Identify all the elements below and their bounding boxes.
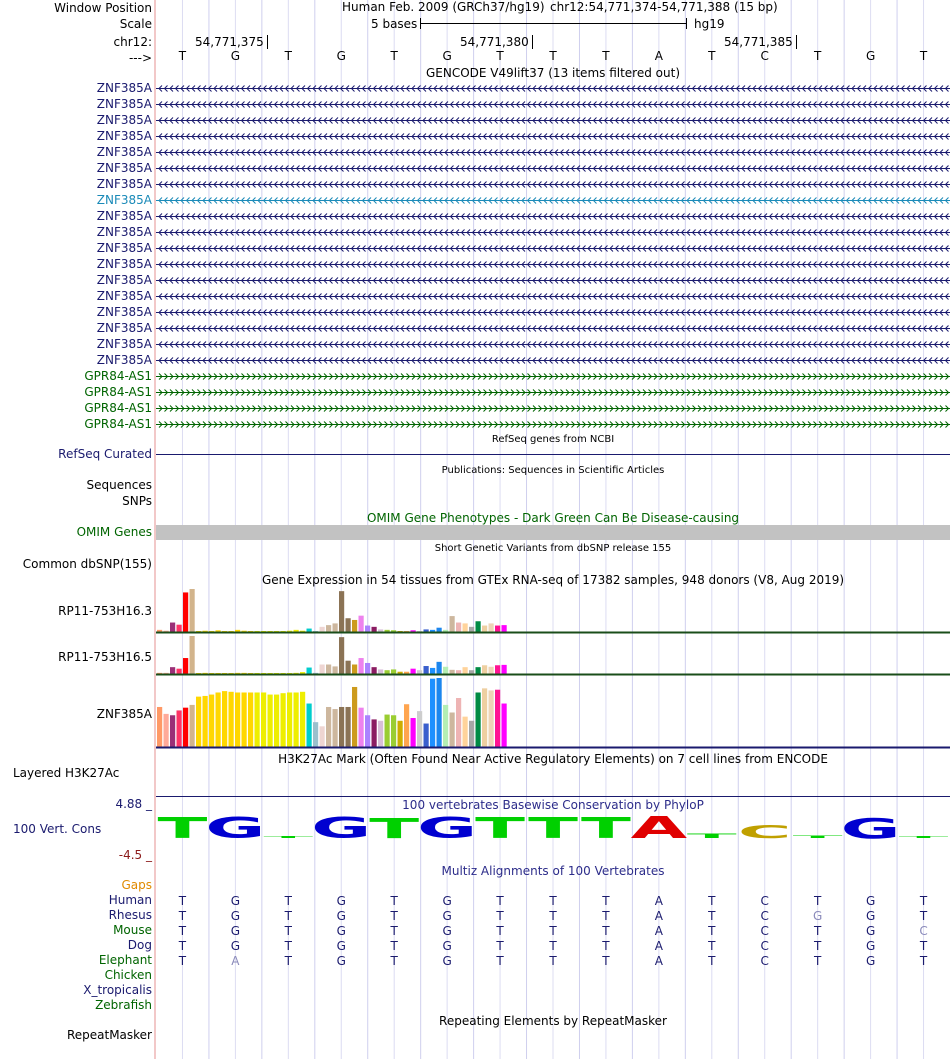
gtex-bar [346, 661, 351, 674]
window-position-label: Window Position [54, 1, 152, 15]
alignment-base: T [284, 909, 292, 923]
gtex-bar [424, 724, 429, 747]
gencode-item-label[interactable]: GPR84-AS1 [84, 401, 152, 415]
gtex-bar [489, 667, 494, 674]
alignment-base: T [496, 939, 504, 953]
phylop-base-glyph: C [737, 821, 792, 843]
gtex-bar [476, 667, 481, 674]
sequences-track-label[interactable]: Sequences [86, 478, 152, 492]
position-text: chr12:54,771,374-54,771,388 (15 bp) [550, 0, 778, 14]
alignment-base: T [602, 924, 610, 938]
species-label[interactable]: Rhesus [108, 908, 152, 922]
alignment-base: T [708, 924, 716, 938]
track-image[interactable] [156, 0, 950, 1059]
phylop-base-glyph: G [311, 812, 372, 846]
gtex-bar [333, 623, 338, 632]
gtex-bar [177, 625, 182, 632]
alignment-base: C [760, 939, 769, 953]
alignment-base: G [230, 939, 241, 953]
phylop-base-glyph: G [840, 813, 901, 845]
alignment-base: G [230, 909, 241, 923]
gtex-bar [352, 665, 357, 675]
gtex-bar [372, 667, 377, 674]
gtex-bar [495, 626, 500, 632]
gtex-bar [170, 715, 175, 747]
alignment-base: T [549, 954, 557, 968]
gencode-item-label[interactable]: ZNF385A [96, 257, 152, 271]
gtex-bar [274, 695, 279, 747]
gtex-bar [307, 629, 312, 632]
h3k27ac-track-title: H3K27Ac Mark (Often Found Near Active Regulatory Elements) on 7 cell lines from ENCODE [278, 752, 828, 766]
base-letter: T [496, 49, 504, 63]
gtex-bar [372, 627, 377, 632]
gtex-bar [502, 704, 507, 747]
ruler-position-2: 54,771,380 [460, 35, 533, 49]
gtex-bar [242, 692, 247, 747]
gtex-bar [320, 726, 325, 747]
phylop-track[interactable] [156, 795, 950, 865]
base-letter: T [178, 49, 187, 63]
gtex-bar [170, 667, 175, 674]
gtex-bar [229, 692, 234, 747]
phylop-base-glyph: T [792, 834, 843, 839]
alignment-base: G [442, 909, 452, 923]
alignment-base: T [390, 894, 398, 908]
alignment-base: C [919, 924, 928, 938]
gtex-bar [287, 692, 292, 747]
gtex-bar [359, 616, 364, 632]
alignment-base: T [919, 954, 928, 968]
gtex-bar [437, 662, 442, 674]
refseq-track-label[interactable]: RefSeq Curated [58, 447, 152, 461]
gtex-bar [469, 670, 474, 674]
species-label[interactable]: Gaps [121, 878, 152, 892]
gencode-track-title: GENCODE V49lift37 (13 items filtered out) [425, 66, 680, 80]
alignment-base: A [654, 894, 663, 908]
gtex-bar [456, 670, 461, 674]
gencode-item-label[interactable]: ZNF385A [96, 273, 152, 287]
base-letter: T [708, 49, 716, 63]
gencode-item-label[interactable]: ZNF385A [96, 225, 152, 239]
gtex-bar [482, 688, 487, 747]
alignment-base: T [708, 909, 716, 923]
alignment-base: T [178, 909, 187, 923]
alignment-base: T [919, 894, 928, 908]
dbsnp-track-title: Short Genetic Variants from dbSNP release 155 [434, 543, 672, 554]
gtex-bar [248, 692, 253, 747]
gencode-item-label[interactable]: ZNF385A [96, 209, 152, 223]
gencode-item-label[interactable]: ZNF385A [96, 161, 152, 175]
alignment-base: T [178, 924, 187, 938]
assembly-text: Human Feb. 2009 (GRCh37/hg19) [342, 0, 545, 14]
gtex-bar [385, 670, 390, 674]
phylop-track-label[interactable]: 100 Vert. Cons [13, 822, 102, 836]
gtex-bar [346, 618, 351, 632]
gtex-bar [463, 623, 468, 632]
omim-track-title: OMIM Gene Phenotypes - Dark Green Can Be Disease-causing [366, 511, 740, 525]
alignment-base: G [230, 924, 241, 938]
base-letter: T [919, 49, 928, 63]
alignment-base: T [496, 954, 504, 968]
base-letter: T [284, 49, 292, 63]
alignment-base: T [549, 894, 557, 908]
gtex-bar [261, 692, 266, 747]
gencode-item-label[interactable]: ZNF385A [96, 81, 152, 95]
gtex-bar [164, 714, 169, 747]
gtex-bar [339, 707, 344, 747]
gtex-bar [482, 665, 487, 674]
gtex-row-label-1[interactable]: RP11-753H16.3 [58, 604, 152, 618]
alignment-base: T [284, 924, 292, 938]
alignment-base: T [602, 894, 610, 908]
gencode-item-label[interactable]: ZNF385A [96, 113, 152, 127]
alignment-base: T [549, 909, 557, 923]
gencode-item-label[interactable]: ZNF385A [96, 145, 152, 159]
gtex-bar [235, 692, 240, 747]
track-label-column [0, 0, 154, 1059]
alignment-base: G [865, 894, 876, 908]
alignment-base: T [390, 939, 398, 953]
species-label[interactable]: Elephant [98, 953, 152, 967]
gtex-bar [437, 628, 442, 632]
phylop-track-title: 100 vertebrates Basewise Conservation by PhyloP [402, 798, 704, 812]
phylop-base-glyph: T [157, 811, 208, 846]
gencode-item-label[interactable]: ZNF385A [96, 193, 152, 207]
scale-bar [420, 18, 687, 29]
omim-track-bar[interactable] [156, 525, 950, 540]
alignment-base: T [284, 939, 292, 953]
gtex-bar [352, 687, 357, 747]
alignment-base: C [760, 909, 769, 923]
gtex-bar [307, 668, 312, 674]
alignment-base: G [336, 939, 346, 953]
gtex-bar [281, 693, 286, 747]
species-label[interactable]: Mouse [113, 923, 152, 937]
alignment-base: T [178, 954, 187, 968]
gtex-bar [469, 627, 474, 632]
gtex-bar [430, 668, 435, 674]
base-letter: G [230, 49, 241, 63]
phylop-base-glyph: A [630, 810, 688, 846]
phylop-max-label: 4.88 _ [115, 797, 152, 811]
gtex-bar [300, 692, 305, 747]
alignment-base: G [865, 909, 876, 923]
alignment-base: C [760, 924, 769, 938]
gtex-bar [385, 715, 390, 747]
base-letter: T [813, 49, 822, 63]
gtex-bar [183, 592, 188, 632]
gencode-item-label[interactable]: ZNF385A [96, 305, 152, 319]
alignment-base: G [336, 924, 346, 938]
gencode-item-label[interactable]: GPR84-AS1 [84, 369, 152, 383]
phylop-base-glyph: T [369, 813, 420, 845]
gtex-bar [190, 705, 195, 747]
gtex-bar [456, 623, 461, 632]
alignment-base: T [496, 894, 504, 908]
scale-text: 5 bases [371, 17, 418, 31]
gencode-track[interactable] [156, 80, 950, 432]
gtex-bar [378, 721, 383, 747]
gtex-bar [476, 621, 481, 632]
alignment-base: G [865, 924, 876, 938]
alignment-base: T [602, 954, 610, 968]
gencode-item-label[interactable]: ZNF385A [96, 241, 152, 255]
alignment-base: A [654, 954, 663, 968]
gtex-bar [391, 715, 396, 747]
alignment-base: T [813, 894, 822, 908]
gtex-bar [183, 658, 188, 674]
gtex-bar [482, 626, 487, 632]
alignment-base: T [496, 909, 504, 923]
omim-track-label[interactable]: OMIM Genes [76, 525, 152, 539]
base-letter: T [549, 49, 557, 63]
alignment-base: T [708, 954, 716, 968]
gtex-bar [378, 669, 383, 674]
alignment-base: G [442, 939, 452, 953]
alignment-base: C [760, 894, 769, 908]
gtex-bar [463, 717, 468, 747]
alignment-base: T [390, 924, 398, 938]
strand-label: ---> [128, 51, 152, 65]
snps-track-label[interactable]: SNPs [122, 494, 152, 508]
gtex-bar [502, 665, 507, 674]
gtex-bar [294, 692, 299, 747]
gtex-bar [365, 626, 370, 632]
alignment-base: T [284, 894, 292, 908]
gtex-bar [469, 721, 474, 747]
ruler-position-3: 54,771,385 [724, 35, 797, 49]
alignment-base: G [336, 954, 346, 968]
gtex-bar [450, 616, 455, 632]
gtex-bar [216, 692, 221, 747]
alignment-base: G [442, 924, 452, 938]
alignment-base: G [865, 939, 876, 953]
gtex-bar [476, 692, 481, 747]
gtex-bar [203, 696, 208, 747]
repeatmasker-track-title: Repeating Elements by RepeatMasker [439, 1014, 667, 1028]
alignment-base: G [336, 894, 346, 908]
gtex-bar [222, 691, 227, 747]
alignment-base: T [549, 939, 557, 953]
gtex-bar [333, 666, 338, 674]
gtex-bar [495, 690, 500, 747]
gtex-bar [359, 708, 364, 747]
species-label[interactable]: Zebrafish [95, 998, 152, 1012]
gtex-bar [339, 637, 344, 674]
gtex-bar [190, 589, 195, 632]
alignment-base: T [813, 939, 822, 953]
gtex-bar [157, 707, 162, 747]
phylop-base-glyph: T [581, 812, 631, 846]
multiz-track-title: Multiz Alignments of 100 Vertebrates [441, 864, 665, 878]
alignment-base: T [178, 939, 187, 953]
gtex-bar [411, 718, 416, 747]
gtex-bar [196, 697, 201, 747]
alignment-base: T [390, 954, 398, 968]
gtex-bar [320, 627, 325, 632]
gencode-item-label[interactable]: ZNF385A [96, 353, 152, 367]
alignment-base: G [865, 954, 876, 968]
base-letter: G [336, 49, 346, 63]
base-letter: A [654, 49, 663, 63]
gtex-bar [372, 719, 377, 747]
gtex-bar [365, 663, 370, 674]
gtex-track-title: Gene Expression in 54 tissues from GTEx RNA-seq of 17382 samples, 948 donors (V8, Aug 2019) [261, 573, 845, 587]
phylop-base-glyph: T [263, 835, 314, 839]
phylop-base-glyph: T [475, 811, 525, 846]
phylop-base-glyph: T [898, 835, 949, 839]
base-letter: C [760, 49, 769, 63]
repeatmasker-track-label[interactable]: RepeatMasker [66, 1028, 152, 1042]
ruler-position-1: 54,771,375 [195, 35, 268, 49]
gencode-item-label[interactable]: ZNF385A [96, 321, 152, 335]
gtex-bar [450, 713, 455, 748]
alignment-base: T [284, 954, 292, 968]
species-label[interactable]: Dog [127, 938, 152, 952]
gtex-bar [307, 704, 312, 747]
base-letter: T [602, 49, 610, 63]
species-label[interactable]: Chicken [104, 968, 152, 982]
alignment-base: G [336, 909, 346, 923]
alignment-base: G [442, 954, 452, 968]
species-label[interactable]: X_tropicalis [83, 983, 152, 997]
alignment-base: T [496, 924, 504, 938]
alignment-base: T [919, 909, 928, 923]
gencode-item-label[interactable]: ZNF385A [96, 289, 152, 303]
phylop-base-glyph: T [686, 832, 737, 840]
gtex-bar [326, 625, 331, 632]
gtex-bar [365, 715, 370, 747]
gtex-bar [443, 705, 448, 747]
species-label[interactable]: Human [108, 893, 152, 907]
gtex-bar [177, 669, 182, 674]
publications-track-title: Publications: Sequences in Scientific Articles [441, 465, 665, 476]
dbsnp-track-label[interactable]: Common dbSNP(155) [22, 557, 152, 571]
alignment-base: T [390, 909, 398, 923]
gtex-bar [346, 707, 351, 747]
gtex-bar [489, 623, 494, 632]
alignment-base: T [708, 939, 716, 953]
gtex-bar [443, 667, 448, 674]
db-text: hg19 [694, 17, 725, 31]
gtex-bar [424, 666, 429, 674]
alignment-base: G [230, 894, 241, 908]
chrom-label: chr12: [113, 35, 152, 49]
alignment-base: G [813, 909, 823, 923]
gtex-row-label-2[interactable]: RP11-753H16.5 [58, 650, 152, 664]
alignment-base: C [760, 954, 769, 968]
gtex-bar [177, 710, 182, 747]
gtex-bar [339, 591, 344, 632]
gtex-track[interactable] [156, 587, 950, 749]
gtex-bar [495, 665, 500, 674]
phylop-base-glyph: G [417, 812, 478, 846]
gtex-bar [456, 698, 461, 747]
gtex-bar [489, 690, 494, 747]
gtex-bar [502, 625, 507, 632]
gtex-bar [313, 722, 318, 747]
gtex-row-label-3[interactable]: ZNF385A [96, 707, 152, 721]
refseq-track-title: RefSeq genes from NCBI [491, 434, 615, 445]
gtex-bar [268, 695, 273, 747]
gtex-bar [391, 669, 396, 674]
alignment-base: T [549, 924, 557, 938]
gencode-item-label[interactable]: GPR84-AS1 [84, 385, 152, 399]
alignment-base: A [654, 939, 663, 953]
gencode-item-label[interactable]: ZNF385A [96, 97, 152, 111]
gtex-bar [417, 670, 422, 674]
gencode-item-label[interactable]: ZNF385A [96, 337, 152, 351]
refseq-track-line[interactable] [156, 454, 950, 455]
gtex-bar [209, 695, 214, 747]
gtex-bar [450, 670, 455, 674]
phylop-base-glyph: T [528, 812, 578, 846]
gtex-bar [404, 704, 409, 747]
gtex-bar [333, 709, 338, 747]
gtex-bar [463, 667, 468, 674]
alignment-base: G [442, 894, 452, 908]
alignment-base: A [654, 909, 663, 923]
phylop-base-glyph: G [205, 812, 266, 846]
base-letter: G [865, 49, 876, 63]
gtex-bar [411, 669, 416, 674]
gtex-bar [326, 707, 331, 747]
gtex-bar [359, 658, 364, 674]
h3k27ac-track-label[interactable]: Layered H3K27Ac [13, 766, 120, 780]
alignment-base: A [231, 954, 240, 968]
alignment-base: T [813, 954, 822, 968]
base-letter: G [442, 49, 452, 63]
gtex-bar [398, 721, 403, 747]
alignment-base: T [708, 894, 716, 908]
gtex-bar [417, 711, 422, 747]
scale-label: Scale [119, 17, 152, 31]
alignment-base: T [602, 939, 610, 953]
alignment-base: T [602, 909, 610, 923]
alignment-base: T [813, 924, 822, 938]
gtex-bar [170, 623, 175, 632]
gencode-item-label[interactable]: GPR84-AS1 [84, 417, 152, 431]
gtex-bar [437, 678, 442, 747]
alignment-base: A [654, 924, 663, 938]
gtex-bar [430, 679, 435, 747]
gencode-item-label[interactable]: ZNF385A [96, 177, 152, 191]
gencode-item-label[interactable]: ZNF385A [96, 129, 152, 143]
gtex-bar [326, 665, 331, 675]
phylop-min-label: -4.5 _ [118, 848, 152, 862]
gtex-bar [352, 620, 357, 632]
alignment-base: T [919, 939, 928, 953]
gtex-bar [190, 636, 195, 674]
gtex-bar [320, 665, 325, 675]
alignment-base: T [178, 894, 187, 908]
gtex-bar [183, 708, 188, 747]
base-letter: T [390, 49, 398, 63]
gtex-bar [255, 692, 260, 747]
